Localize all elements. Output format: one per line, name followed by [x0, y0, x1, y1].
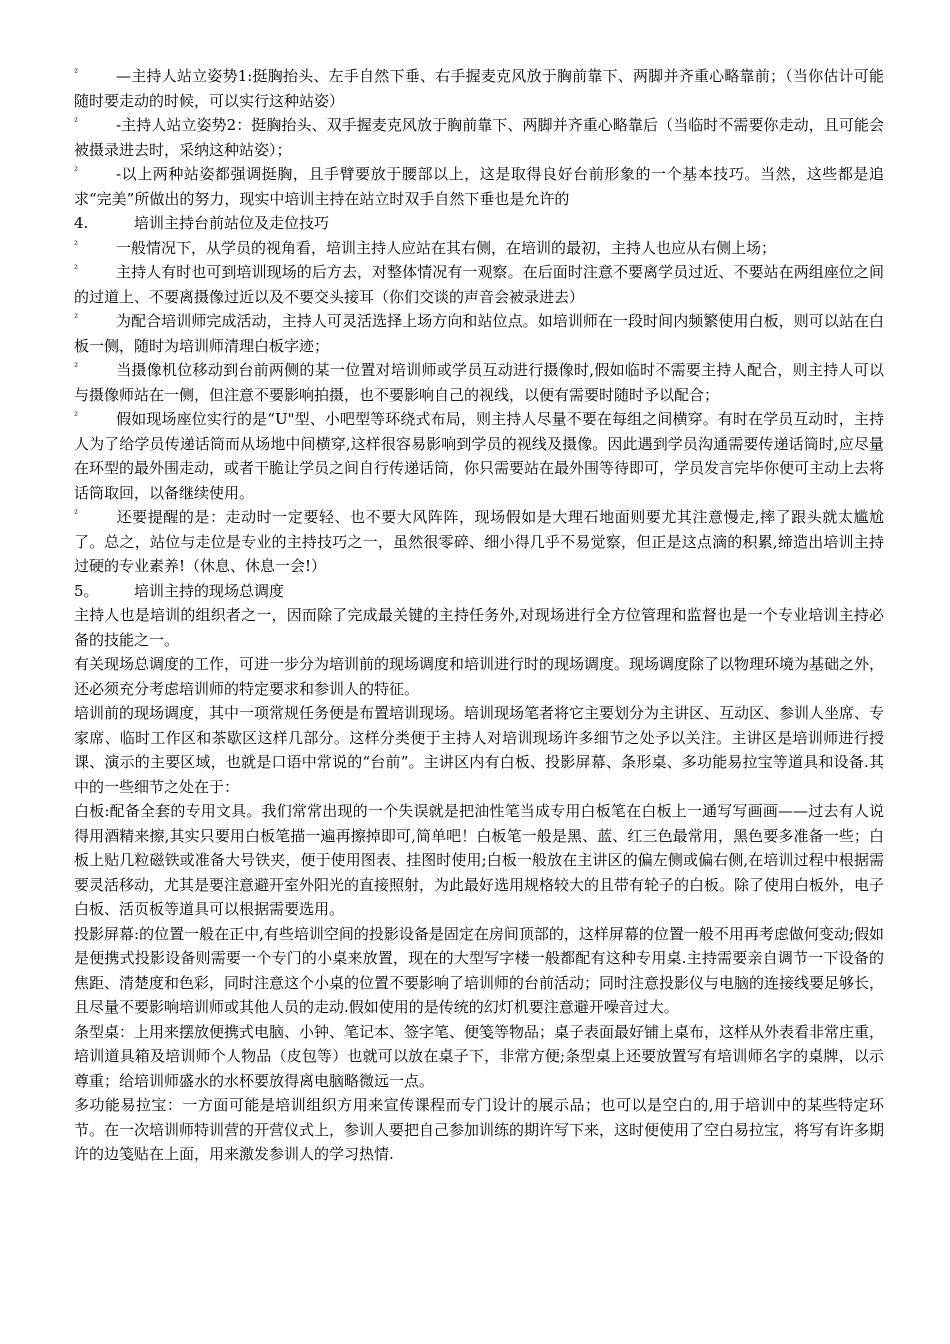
bullet-text: 一般情况下，从学员的视角看，培训主持人应站在其右侧，在培训的最初，主持人也应从右侧上场； [116, 238, 777, 257]
bullet-text: -主持人站立姿势2：挺胸抬头、双手握麦克风放于胸前靠下、两脚并齐重心略靠后（当临时不需要你走动，且可能会被摄录进去时，采纳这种站姿）； [74, 116, 884, 159]
body-paragraph: 条型桌：上用来摆放便携式电脑、小钟、笔记本、签字笔、便笺等物品；桌子表面最好铺上桌布，这样从外表看非常庄重，培训道具箱及培训师个人物品（皮包等）也就可以放在桌子下，非常方便;条型桌上还要放置写有培训师名字的桌牌，以示尊重；给培训师盛水的水杯要放得离电脑略微远一点。 [74, 1022, 885, 1090]
body-paragraph: 主持人也是培训的组织者之一，因而除了完成最关键的主持任务外,对现场进行全方位管理和监督也是一个专业培训主持必备的技能之一。 [74, 606, 884, 649]
bullet-text: 当摄像机位移动到台前两侧的某一位置对培训师或学员互动进行摄像时,假如临时不需要主持人配合，则主持人可以与摄像师站在一侧，但注意不要影响拍摄，也不要影响自己的视线，以便有需要时随时予以配合； [74, 361, 884, 404]
bullet-text: —主持人站立姿势1:挺胸抬头、左手自然下垂、右手握麦克风放于胸前靠下、两脚并齐重心略靠前；（当你估计可能随时要走动的时候，可以实行这种站姿） [74, 67, 884, 110]
bullet-marker: ² [74, 313, 79, 324]
body-paragraph: 有关现场总调度的工作，可进一步分为培训前的现场调度和培训进行时的现场调度。现场调度除了以物理环境为基础之外，还必须充分考虑培训师的特定要求和参训人的特征。 [74, 655, 885, 698]
bullet-paragraph [74, 358, 884, 407]
bullet-marker: ² [74, 411, 79, 422]
section-number: 5。 [74, 581, 99, 600]
body-paragraph: 白板:配备全套的专用文具。我们常常出现的一个失误就是把油性笔当成专用白板笔在白板上一通写写画画——过去有人说得用酒精来擦,其实只要用白板笔描一遍再擦掉即可,简单吧！白板笔一般是黑、蓝、红三色最常用，黑色要多准备一些；白板上贴几粒磁铁或准备大号铁夹，便于使用图表、挂图时使用;白板一般放在主讲区的偏左侧或偏右侧,在培训过程中根据需要灵活移动，尤其是要注意避开室外阳光的直接照射，为此最好选用规格较大的且带有轮子的白板。除了使用白板外，电子白板、活页板等道具可以根据需要选用。 [74, 802, 885, 918]
bullet-text: 主持人有时也可到培训现场的后方去，对整体情况有一观察。在后面时注意不要离学员过近、不要站在两组座位之间的过道上、不要离摄像过近以及不要交头接耳（你们交谈的声音会被录进去） [74, 263, 884, 306]
bullet-paragraph [74, 309, 884, 358]
bullet-marker: ² [74, 509, 79, 520]
section-heading [74, 211, 884, 236]
section-heading [74, 579, 884, 604]
bullet-text: 还要提醒的是：走动时一定要轻、也不要大风阵阵，现场假如是大理石地面则要尤其注意慢走,摔了跟头就太尴尬了。总之，站位与走位是专业的主持技巧之一，虽然很零碎、细小得几乎不易觉察，但正是这点滴的积累,缔造出培训主持过硬的专业素养!（休息、休息一会!） [74, 508, 884, 575]
bullet-paragraph [74, 505, 884, 579]
bullet-text: 为配合培训师完成活动，主持人可灵活选择上场方向和站位点。如培训师在一段时间内频繁使用白板，则可以站在白板一侧，随时为培训师清理白板字迹； [74, 312, 884, 355]
body-paragraph: 投影屏幕:的位置一般在正中,有些培训空间的投影设备是固定在房间顶部的，这样屏幕的位置一般不用再考虑做何变动;假如是便携式投影设备则需要一个专门的小桌来放置，现在的大型写字楼一般都配有这种专用桌.主持需要亲自调节一下设备的焦距、清楚度和色彩，同时注意这个小桌的位置不要影响了培训师的台前活动；同时注意投影仪与电脑的连接线要足够长，且尽量不要影响培训师或其他人员的走动.假如使用的是传统的幻灯机要注意避开噪音过大。 [74, 924, 885, 1016]
body-paragraph: 多功能易拉宝：一方面可能是培训组织方用来宣传课程而专门设计的展示品；也可以是空白的,用于培训中的某些特定环节。在一次培训师特训营的开营仪式上，参训人要把自己参加训练的期许写下来，这时便使用了空白易拉宝，将写有许多期许的边笺贴在上面，用来激发参训人的学习热情. [74, 1096, 885, 1163]
bullet-marker: ² [74, 117, 79, 128]
bullet-paragraph [74, 260, 884, 309]
bullet-marker: ² [74, 239, 79, 251]
bullet-marker: ² [74, 166, 79, 177]
bullet-paragraph [74, 64, 884, 113]
bullet-paragraph [74, 113, 884, 162]
document-page [74, 64, 884, 1167]
bullet-paragraph [74, 162, 884, 211]
body-paragraph: 培训前的现场调度，其中一项常规任务便是布置培训现场。培训现场笔者将它主要划分为主讲区、互动区、参训人坐席、专家席、临时工作区和茶歇区这样几部分。这样分类便于主持人对培训现场许多细节之处予以关注。主讲区是培训师进行授课、演示的主要区域，也就是口语中常说的“台前”。主讲区内有白板、投影屏幕、条形桌、多功能易拉宝等道具和设备.其中的一些细节之处在于： [74, 704, 885, 796]
bullet-text: -以上两种站姿都强调挺胸，且手臂要放于腰部以上，这是取得良好台前形象的一个基本技巧。当然，这些都是追求“完美”所做出的努力，现实中培训主持在站立时双手自然下垂也是允许的 [74, 165, 884, 208]
bullet-marker: ² [74, 264, 79, 275]
bullet-text: 假如现场座位实行的是“U"型、小吧型等环绕式布局，则主持人尽量不要在每组之间横穿。有时在学员互动时，主持人为了给学员传递话筒而从场地中间横穿,这样很容易影响到学员的视线及摄像。因此遇到学员沟通需要传递话筒时,应尽量在环型的最外围走动，或者干脆让学员之间自行传递话筒，你只需要站在最外围等待即可，学员发言完毕你便可主动上去将话筒取回，以备继续使用。 [74, 410, 885, 502]
bullet-marker: ² [74, 68, 79, 79]
bullet-marker: ² [74, 362, 79, 373]
section-title: 培训主持的现场总调度 [134, 581, 285, 600]
section-title: 培训主持台前站位及走位技巧 [134, 214, 330, 232]
bullet-paragraph [74, 236, 884, 261]
bullet-paragraph [74, 407, 884, 505]
section-number: 4. [74, 214, 89, 232]
